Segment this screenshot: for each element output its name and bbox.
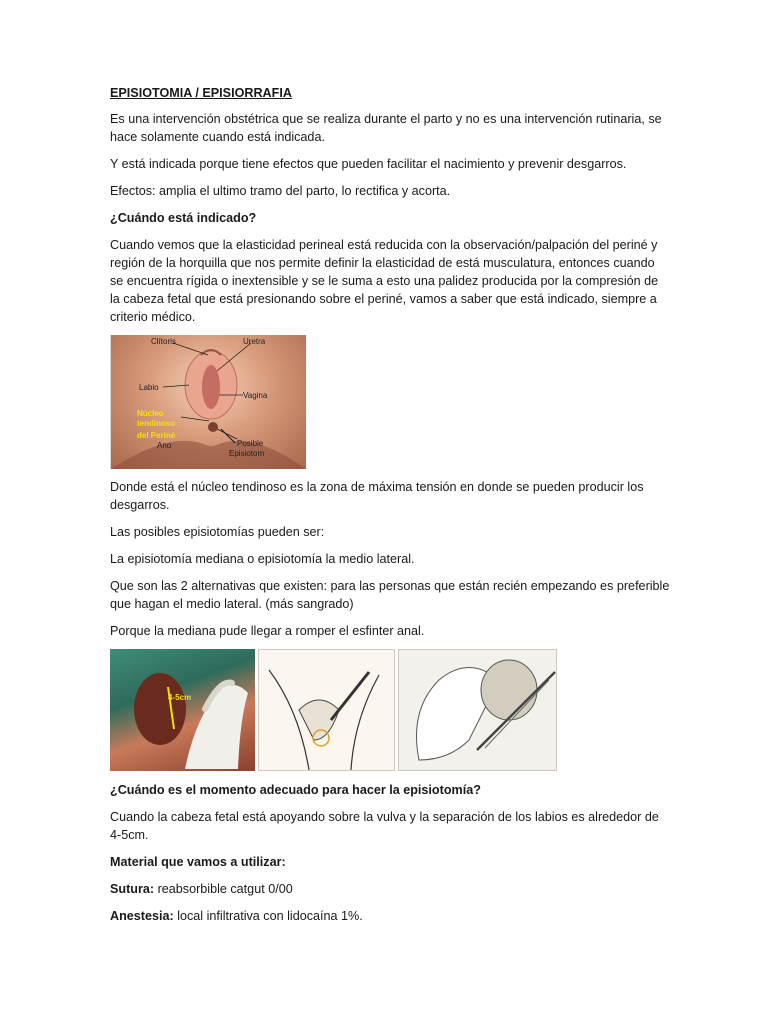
document-page (110, 84, 670, 934)
label-posible-1: Posible (237, 439, 264, 448)
label-nucleo-3: del Periné (137, 431, 176, 440)
middle-paragraph-3: La episiotomía mediana o episiotomía la medio lateral. (110, 552, 415, 566)
heading-momento: ¿Cuándo es el momento adecuado para hacer la episiotomía? (110, 783, 481, 797)
incision-drawing-panel (398, 649, 557, 771)
sutura-line (110, 880, 670, 898)
intro-paragraph-2: Y está indicada porque tiene efectos que pueden facilitar el nacimiento y prevenir desgarros. (110, 157, 627, 171)
document-title: EPISIOTOMIA / EPISIORRAFIA (110, 86, 292, 100)
anestesia-label: Anestesia: (110, 909, 174, 923)
middle-paragraph-2: Las posibles episiotomías pueden ser: (110, 525, 325, 539)
anestesia-text: local infiltrativa con lidocaína 1%. (173, 909, 363, 923)
middle-paragraph-5: Porque la mediana pude llegar a romper el esfinter anal. (110, 624, 425, 638)
label-nucleo-2: tendinoso (137, 419, 176, 428)
label-labio: Labio (139, 383, 159, 392)
label-posible-2: Episiotom (229, 449, 265, 458)
heading-cuando-indicado: ¿Cuándo está indicado? (110, 211, 257, 225)
label-uretra: Uretra (243, 337, 266, 346)
measure-label: 4-5cm (168, 693, 192, 702)
label-nucleo-1: Núcleo (137, 409, 164, 418)
perineum-anatomy-figure (110, 335, 306, 469)
middle-paragraph-4: Que son las 2 alternativas que existen: para las personas que están recién empezando es preferible que hagan el medio lateral. (más sangrado) (110, 579, 670, 611)
paragraph-momento: Cuando la cabeza fetal está apoyando sobre la vulva y la separación de los labios es alrededor de 4-5cm. (110, 810, 659, 842)
label-ano: Ano (157, 441, 172, 450)
surgical-photo-panel (110, 649, 255, 771)
episiotomy-technique-figure (110, 649, 557, 771)
label-vagina: Vagina (243, 391, 268, 400)
sutura-text: reabsorbible catgut 0/00 (154, 882, 293, 896)
middle-paragraph-1: Donde está el núcleo tendinoso es la zona de máxima tensión en donde se pueden producir los desgarros. (110, 480, 644, 512)
anestesia-line (110, 907, 670, 925)
intro-paragraph-1: Es una intervención obstétrica que se realiza durante el parto y no es una intervención rutinaria, se hace solamente cuando está indicada. (110, 112, 662, 144)
anesthesia-drawing-panel (258, 649, 394, 771)
perineum-illustration (111, 335, 306, 469)
label-clitoris: Clítoris (151, 337, 176, 346)
intro-paragraph-3: Efectos: amplia el ultimo tramo del parto, lo rectifica y acorta. (110, 184, 451, 198)
heading-material: Material que vamos a utilizar: (110, 855, 286, 869)
sutura-label: Sutura: (110, 882, 155, 896)
paragraph-indicado: Cuando vemos que la elasticidad perineal está reducida con la observación/palpación del periné y región de la horquilla que nos permite definir la elasticidad de está musculatura, entonces cuando se encuentra rígida o inextensible y se le suma a esto una palidez producida por la compresión de la cabeza fetal que está presionando sobre el periné, vamos a saber que está indicado, siempre a criterio médico. (110, 238, 659, 324)
